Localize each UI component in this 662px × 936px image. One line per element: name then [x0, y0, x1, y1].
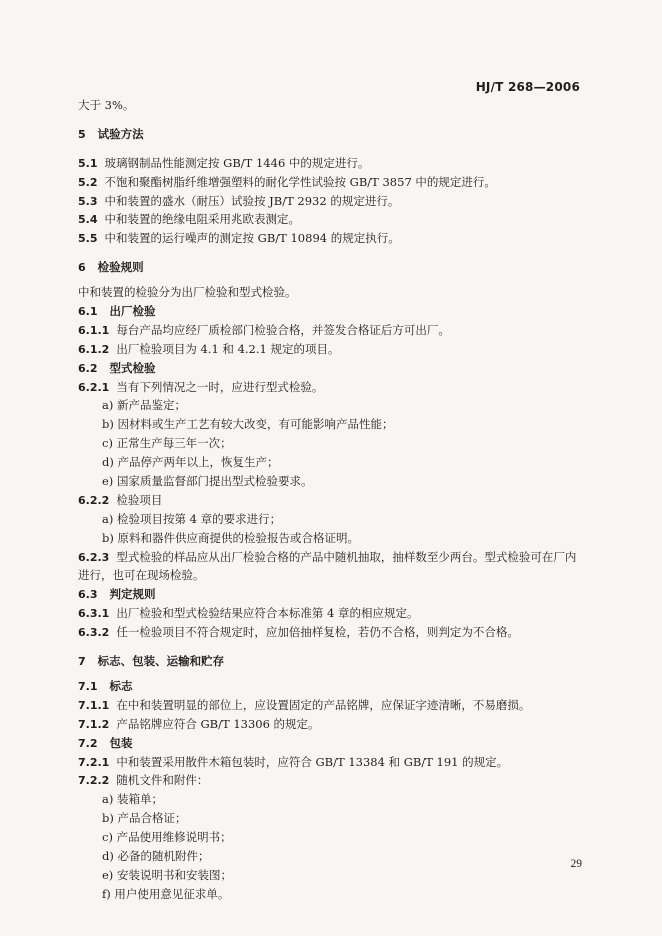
clause [78, 321, 608, 340]
list-item: b) 产品合格证； [102, 811, 187, 826]
clause [78, 491, 608, 510]
section-number: 5 [78, 127, 86, 141]
clause [78, 604, 608, 623]
clause-number: 5.4 [78, 213, 98, 227]
clause [78, 173, 608, 192]
list-item: b) 因材料或生产工艺有较大改变，有可能影响产品性能； [102, 417, 394, 432]
clause [78, 340, 608, 359]
clause [78, 715, 608, 734]
clause-text: 出厂检验项目为 4.1 和 4.2.1 规定的项目。 [116, 341, 340, 356]
page-number: 29 [570, 858, 582, 870]
clause-number: 7.2.1 [78, 755, 110, 769]
subsection-heading [78, 585, 608, 604]
document-code: HJ/T 268—2006 [475, 80, 580, 94]
clause [78, 548, 608, 567]
continuation-text: 大于 3%。 [78, 98, 135, 112]
list-item: b) 原料和器件供应商提供的检验报告或合格证明。 [102, 530, 360, 545]
section-heading [78, 652, 608, 671]
clause-number: 6.1.1 [78, 323, 110, 337]
clause [78, 771, 608, 790]
section-title: 标志、包装、运输和贮存 [97, 654, 225, 669]
clause-number: 5.1 [78, 156, 98, 170]
clause-number: 6.2.3 [78, 550, 110, 564]
clause-text: 中和装置的运行噪声的测定按 GB/T 10894 的规定执行。 [104, 231, 400, 246]
clause-text: 中和装置的盛水（耐压）试验按 JB/T 2932 的规定进行。 [104, 193, 400, 208]
list-item: f) 用户使用意见征求单。 [102, 886, 230, 901]
clause-number: 5.5 [78, 232, 98, 246]
clause-number: 6.3.2 [78, 626, 110, 640]
clause-text: 任一检验项目不符合规定时，应加倍抽样复检，若仍不合格，则判定为不合格。 [116, 625, 519, 640]
clause-text: 中和装置采用散件木箱包装时，应符合 GB/T 13384 和 GB/T 191 的规定。 [116, 754, 509, 769]
section-title: 试验方法 [97, 126, 144, 141]
clause-text: 在中和装置明显的部位上，应设置固定的产品铭牌，应保证字迹清晰，不易磨损。 [116, 697, 531, 712]
clause-text: 检验项目 [116, 492, 163, 507]
clause [78, 154, 608, 173]
clause-number: 6.2.1 [78, 380, 110, 394]
clause-number: 5.2 [78, 175, 98, 189]
paragraph: 中和装置的检验分为出厂检验和型式检验。 [78, 285, 297, 300]
clause-text: 不饱和聚酯树脂纤维增强塑料的耐化学性试验按 GB/T 3857 中的规定进行。 [104, 174, 496, 189]
subsection-heading [78, 302, 608, 321]
section-number: 6 [78, 261, 86, 275]
subsection-number: 6.2 [78, 361, 98, 375]
subsection-title: 标志 [109, 678, 133, 693]
page-content [78, 96, 608, 904]
clause [78, 753, 608, 772]
clause-number: 6.1.2 [78, 342, 110, 356]
list-item: a) 装箱单； [102, 792, 163, 807]
clause-continuation: 进行，也可在现场检验。 [78, 568, 205, 583]
subsection-title: 型式检验 [109, 360, 156, 375]
clause [78, 696, 608, 715]
section-title: 检验规则 [97, 260, 144, 275]
clause-text: 中和装置的绝缘电阻采用兆欧表测定。 [104, 212, 300, 227]
clause-number: 6.3.1 [78, 607, 110, 621]
clause-number: 7.1.1 [78, 698, 110, 712]
list-item: e) 安装说明书和安装图； [102, 867, 232, 882]
subsection-number: 7.2 [78, 736, 98, 750]
clause-text: 玻璃钢制品性能测定按 GB/T 1446 中的规定进行。 [104, 155, 370, 170]
clause-text: 出厂检验和型式检验结果应符合本标准第 4 章的相应规定。 [116, 606, 419, 621]
section-number: 7 [78, 655, 86, 669]
clause-number: 6.2.2 [78, 493, 110, 507]
clause-number: 5.3 [78, 194, 98, 208]
subsection-heading [78, 677, 608, 696]
clause-number: 7.2.2 [78, 774, 110, 788]
clause-text: 每台产品均应经厂质检部门检验合格，并签发合格证后方可出厂。 [116, 322, 450, 337]
clause-text: 当有下列情况之一时，应进行型式检验。 [116, 379, 324, 394]
list-item: d) 必备的随机附件； [102, 848, 210, 863]
clause [78, 192, 608, 211]
section-heading [78, 125, 608, 144]
clause-text: 型式检验的样品应从出厂检验合格的产品中随机抽取，抽样数至少两台。型式检验可在厂内 [116, 549, 577, 564]
section-heading [78, 258, 608, 277]
subsection-title: 包装 [109, 735, 133, 750]
clause-number: 7.1.2 [78, 717, 110, 731]
clause [78, 210, 608, 229]
subsection-number: 7.1 [78, 679, 98, 693]
subsection-title: 出厂检验 [109, 304, 156, 319]
clause [78, 623, 608, 642]
list-item: a) 检验项目按第 4 章的要求进行； [102, 511, 282, 526]
subsection-number: 6.1 [78, 305, 98, 319]
list-item: a) 新产品鉴定； [102, 398, 186, 413]
list-item: c) 正常生产每三年一次； [102, 436, 232, 451]
subsection-heading [78, 734, 608, 753]
subsection-heading [78, 359, 608, 378]
list-item: d) 产品停产两年以上，恢复生产； [102, 455, 279, 470]
list-item: e) 国家质量监督部门提出型式检验要求。 [102, 474, 313, 489]
list-item: c) 产品使用维修说明书； [102, 830, 232, 845]
clause-text: 产品铭牌应符合 GB/T 13306 的规定。 [116, 716, 320, 731]
subsection-number: 6.3 [78, 588, 98, 602]
clause [78, 378, 608, 397]
clause [78, 229, 608, 248]
subsection-title: 判定规则 [109, 587, 156, 602]
clause-text: 随机文件和附件： [116, 773, 209, 788]
